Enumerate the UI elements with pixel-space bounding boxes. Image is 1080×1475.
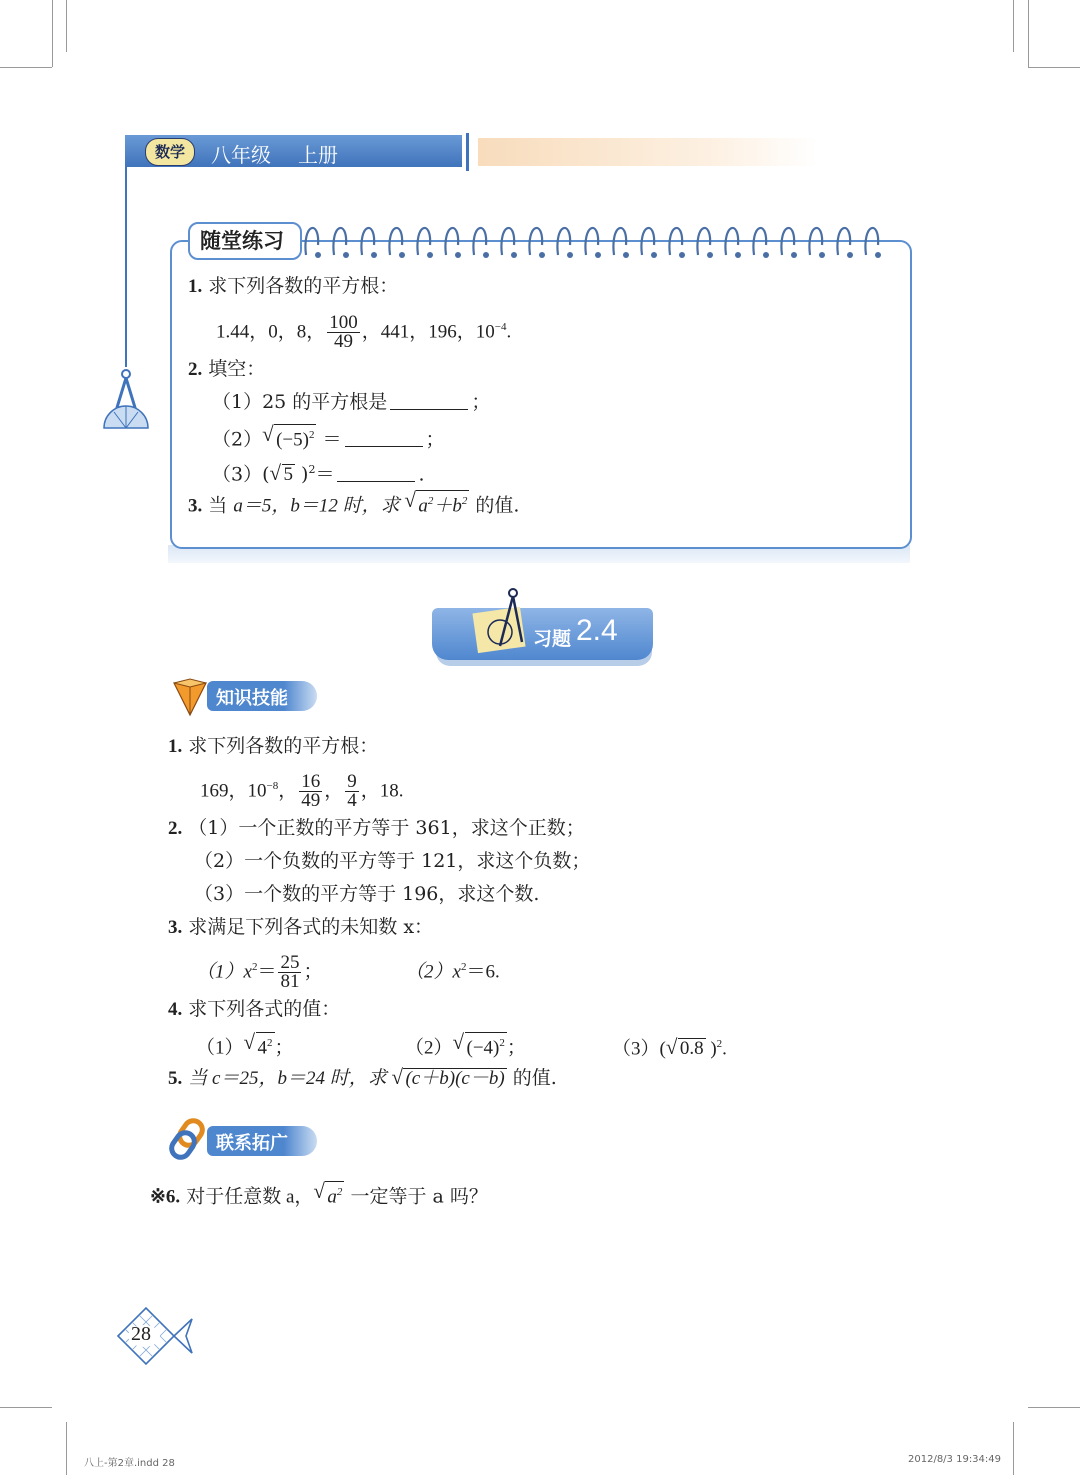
fish-page-icon (110, 1305, 196, 1367)
grade-label: 八年级 (211, 143, 271, 167)
exercise-q3-2: $(2)x^2=6$. (405, 961, 500, 983)
crop-mark (1028, 0, 1029, 67)
crop-mark (0, 67, 52, 68)
ring-coil (473, 228, 486, 255)
exercise-badge-prefix: 习题 (533, 628, 572, 650)
ring-hole (763, 252, 769, 258)
chain-link-icon (168, 1118, 208, 1160)
ring-hole (623, 252, 629, 258)
ring-coil (585, 228, 598, 255)
ring-hole (791, 252, 797, 258)
exercise-q5: 5. 当 c＝25，b＝24 时，求 √ (c＋b)(c－b) 的值. (168, 1065, 557, 1089)
answer-blank[interactable] (390, 393, 468, 410)
ring-coil (613, 228, 626, 255)
practice-q2-3: （3）( √ 5 )$^2$＝ . (212, 461, 425, 486)
practice-q2-2: （2） √ $(-5)^2$ ＝ ； (212, 422, 445, 451)
ring-coil (501, 228, 514, 255)
ring-hole (343, 252, 349, 258)
subject-badge: 数学 (145, 138, 195, 166)
ring-coil (361, 228, 374, 255)
crop-mark (66, 0, 67, 52)
exercise-q4-1: （1） √ $4^2$ ； (196, 1030, 294, 1059)
ring-hole (567, 252, 573, 258)
practice-title: 随堂练习 (200, 229, 284, 253)
ring-hole (679, 252, 685, 258)
ring-hole (483, 252, 489, 258)
page-number: 28 (131, 1323, 151, 1345)
ring-hole (875, 252, 881, 258)
ring-coil (445, 228, 458, 255)
ring-hole (455, 252, 461, 258)
margin-rule (125, 167, 127, 367)
compass-icon (100, 366, 152, 430)
exercise-q3: 3. 求满足下列各式的未知数 x： (168, 916, 434, 938)
ring-hole (595, 252, 601, 258)
ring-hole (427, 252, 433, 258)
footer-timestamp: 2012/8/3 19:34:49 (908, 1454, 1002, 1465)
ring-hole (819, 252, 825, 258)
exercise-q2-3: （3）一个数的平方等于 196，求这个数. (194, 883, 540, 905)
header-divider (466, 133, 469, 171)
ring-coil (389, 228, 402, 255)
crop-mark (1013, 1422, 1014, 1475)
exercise-q1-values: 169，$10^{-8}$， $\frac{16}{49}$ ， $\frac{9}{4}$ ，18. (200, 771, 404, 812)
ring-coil (697, 228, 710, 255)
compass-icon (480, 586, 530, 652)
crop-mark (1013, 0, 1014, 52)
exercise-q6: ※6. 对于任意数 a， √ $a^2$ 一定等于 a 吗？ (150, 1179, 488, 1208)
practice-q3: 3. 当 a＝5，b＝12 时，求 √ $a^2+b^2$ 的值. (188, 488, 520, 517)
ring-coil (305, 228, 318, 255)
ring-coil (837, 228, 850, 255)
exercise-q1: 1. 求下列各数的平方根： (168, 735, 379, 757)
practice-q1: 1. 求下列各数的平方根： (188, 275, 399, 297)
practice-q2-1: （1）25 的平方根是 ； (212, 391, 491, 413)
exercise-q3-1: $(1)x^2=$ $\frac{25}{81}$ ； (196, 952, 323, 993)
crop-mark (1028, 67, 1080, 68)
ring-hole (371, 252, 377, 258)
ring-hole (511, 252, 517, 258)
exercise-q4: 4. 求下列各式的值： (168, 998, 341, 1020)
footer-file: 八上-第2章.indd 28 (84, 1458, 175, 1469)
ring-coil (333, 228, 346, 255)
ring-hole (399, 252, 405, 258)
ring-hole (707, 252, 713, 258)
section-title-extension: 联系拓广 (216, 1133, 288, 1154)
ring-coil (865, 228, 878, 255)
volume-label: 上册 (298, 143, 338, 167)
answer-blank[interactable] (345, 430, 423, 447)
crop-mark (1028, 1407, 1080, 1408)
ring-coil (417, 228, 430, 255)
crop-mark (0, 1407, 52, 1408)
pyramid-icon (172, 675, 208, 717)
ring-hole (315, 252, 321, 258)
ring-coil (809, 228, 822, 255)
ring-coil (557, 228, 570, 255)
exercise-badge-number: 2.4 (576, 614, 618, 647)
ring-hole (539, 252, 545, 258)
exercise-q4-2: （2） √ $(-4)^2$ ； (405, 1030, 526, 1059)
ring-coil (669, 228, 682, 255)
exercise-q4-3: （3）( √ 0.8 )$^2$. (612, 1035, 727, 1060)
practice-q1-values: 1.44，0，8， $\frac{100}{49}$ ，441，196，$10^{-4}$. (216, 312, 512, 353)
crop-mark (66, 1422, 67, 1475)
notebook-rings (300, 215, 900, 265)
ring-coil (753, 228, 766, 255)
header-gradient-strip (478, 138, 818, 166)
ring-coil (725, 228, 738, 255)
ring-coil (529, 228, 542, 255)
ring-hole (735, 252, 741, 258)
ring-hole (651, 252, 657, 258)
section-title-skills: 知识技能 (216, 688, 288, 709)
exercise-q2-2: （2）一个负数的平方等于 121，求这个负数； (194, 850, 591, 872)
ring-coil (641, 228, 654, 255)
crop-mark (52, 0, 53, 67)
answer-blank[interactable] (337, 465, 415, 482)
ring-coil (781, 228, 794, 255)
practice-q2: 2. 填空： (188, 358, 266, 380)
exercise-q2-1: 2. （1）一个正数的平方等于 361，求这个正数； (168, 817, 585, 839)
ring-hole (847, 252, 853, 258)
